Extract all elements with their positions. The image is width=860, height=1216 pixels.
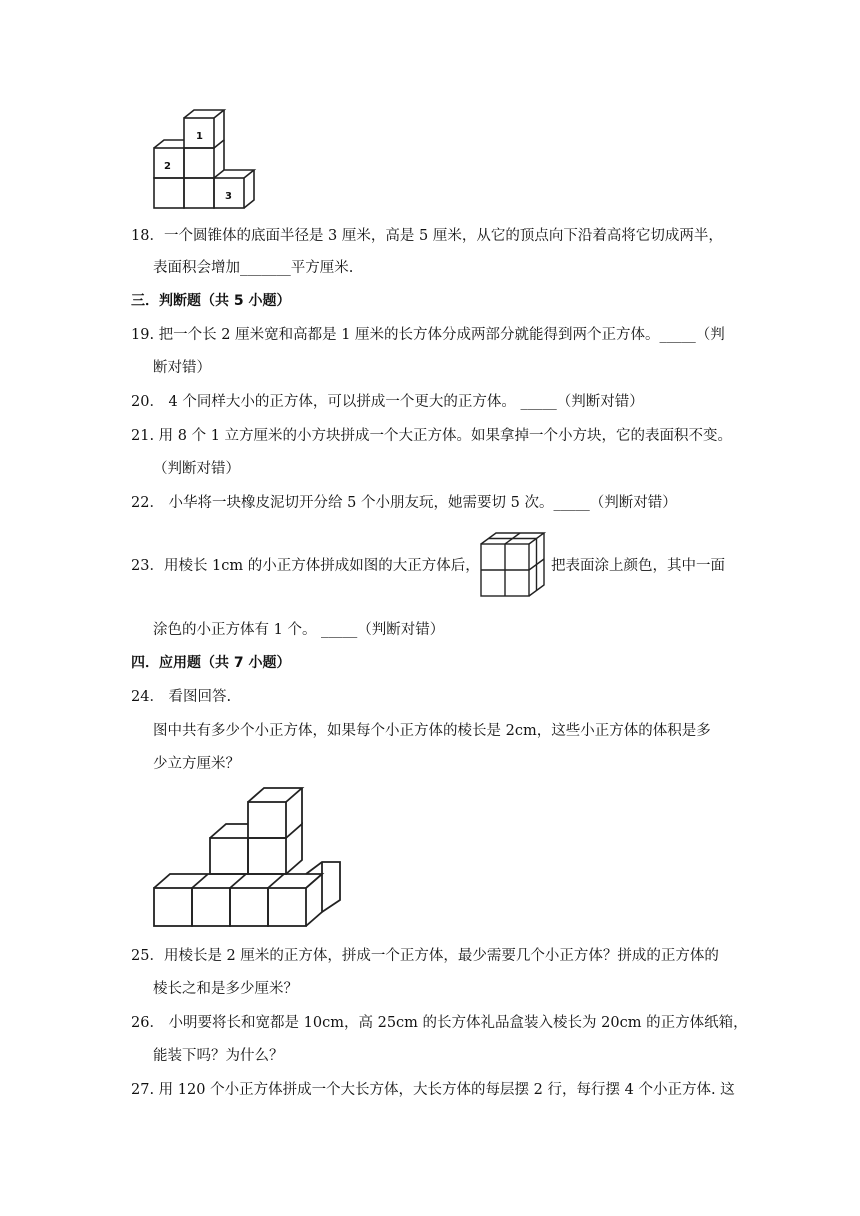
question-22: 22． 小华将一块橡皮泥切开分给 5 个小朋友玩，她需要切 5 次。_____（判断对错） (131, 495, 677, 511)
question-23-line-1b: 把表面涂上颜色，其中一面 (551, 558, 725, 574)
question-24-line-1: 24． 看图回答. (131, 689, 232, 705)
question-23-line-2: 涂色的小正方体有 1 个。 _____（判断对错） (153, 622, 445, 638)
question-24-line-3: 少立方厘米？ (153, 756, 240, 772)
question-21-line-1: 21. 用 8 个 1 立方厘米的小方块拼成一个大正方体。如果拿掉一个小方块，它的表面积不变。 (131, 428, 733, 444)
section-heading-judgment: 三．判断题（共 5 小题） (131, 293, 291, 309)
question-24-line-2: 图中共有多少个小正方体，如果每个小正方体的棱长是 2cm，这些小正方体的体积是多 (153, 723, 711, 739)
question-21-line-2: （判断对错） (153, 461, 240, 477)
section-heading-application: 四．应用题（共 7 小题） (131, 655, 291, 671)
cube-label-1: 1 (196, 131, 203, 142)
cube-label-2: 2 (164, 161, 171, 172)
question-19-line-2: 断对错） (153, 360, 211, 376)
big-cube-figure (478, 530, 550, 600)
cube-label-3: 3 (225, 191, 232, 202)
question-26-line-1: 26． 小明要将长和宽都是 10cm，高 25cm 的长方体礼品盒装入棱长为 20cm 的正方体纸箱， (131, 1015, 748, 1031)
question-23-line-1a: 23．用棱长 1cm 的小正方体拼成如图的大正方体后， (131, 558, 480, 574)
question-18-line-2: 表面积会增加_______平方厘米. (153, 260, 354, 276)
question-27-line-1: 27. 用 120 个小正方体拼成一个大长方体，大长方体的每层摆 2 行，每行摆 4 个小正方体. 这 (131, 1082, 735, 1098)
question-26-line-2: 能装下吗？为什么？ (153, 1048, 284, 1064)
question-19-line-1: 19. 把一个长 2 厘米宽和高都是 1 厘米的长方体分成两部分就能得到两个正方体。_____（判 (131, 327, 725, 343)
question-25-line-1: 25．用棱长是 2 厘米的正方体，拼成一个正方体，最少需要几个小正方体？拼成的正方体的 (131, 948, 719, 964)
cube-stack-figure-1 (150, 108, 260, 212)
question-18-line-1: 18．一个圆锥体的底面半径是 3 厘米，高是 5 厘米，从它的顶点向下沿着高将它切成两半， (131, 228, 723, 244)
cube-stack-figure-2 (150, 784, 348, 932)
question-20: 20． 4 个同样大小的正方体，可以拼成一个更大的正方体。 _____（判断对错） (131, 394, 644, 410)
question-25-line-2: 棱长之和是多少厘米？ (153, 981, 298, 997)
